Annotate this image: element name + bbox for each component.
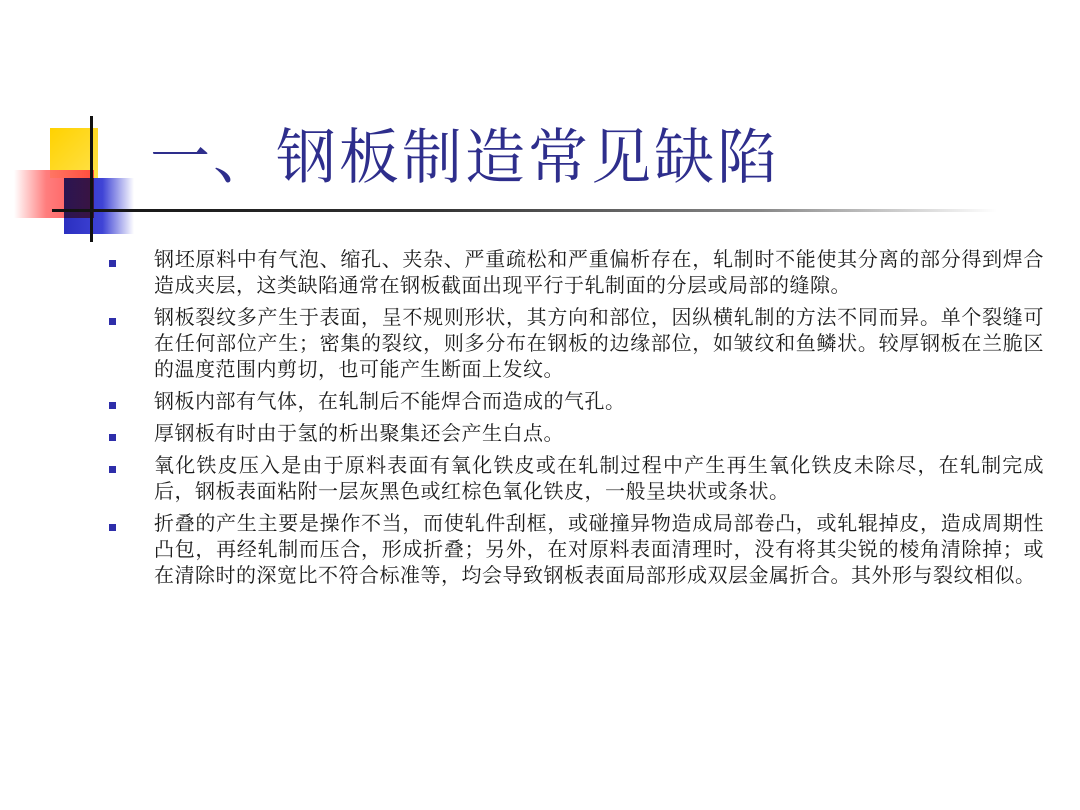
bullet-text: 氧化铁皮压入是由于原料表面有氧化铁皮或在轧制过程中产生再生氧化铁皮未除尽，在轧制完成后，钢板表面粘附一层灰黑色或红棕色氧化铁皮，一般呈块状或条状。: [154, 453, 1044, 503]
title-underline: [52, 209, 997, 212]
bullet-square-icon: [109, 524, 116, 531]
bullet-text: 厚钢板有时由于氢的析出聚集还会产生白点。: [154, 421, 564, 445]
decor-blue-square: [64, 178, 134, 234]
bullet-item: [106, 304, 1046, 382]
bullet-square-icon: [109, 260, 116, 267]
bullet-square-icon: [109, 466, 116, 473]
bullet-list: [106, 246, 1046, 594]
bullet-square-icon: [109, 434, 116, 441]
bullet-item: [106, 388, 1046, 414]
bullet-text: 钢板内部有气体，在轧制后不能焊合而造成的气孔。: [154, 389, 626, 413]
bullet-text: 钢板裂纹多产生于表面，呈不规则形状，其方向和部位，因纵横轧制的方法不同而异。单个裂缝可在任何部位产生；密集的裂纹，则多分布在钢板的边缘部位，如皱纹和鱼鳞状。较厚钢板在兰脆区的温度范围内剪切，也可能产生断面上发纹。: [154, 305, 1044, 381]
bullet-text: 钢坯原料中有气泡、缩孔、夹杂、严重疏松和严重偏析存在，轧制时不能使其分离的部分得到焊合造成夹层，这类缺陷通常在钢板截面出现平行于轧制面的分层或局部的缝隙。: [154, 247, 1044, 297]
bullet-square-icon: [109, 318, 116, 325]
bullet-item: [106, 510, 1046, 588]
bullet-square-icon: [109, 402, 116, 409]
bullet-item: [106, 452, 1046, 504]
bullet-text: 折叠的产生主要是操作不当，而使轧件刮框，或碰撞异物造成局部卷凸，或轧辊掉皮，造成周期性凸包，再经轧制而压合，形成折叠；另外，在对原料表面清理时，没有将其尖锐的棱角清除掉；或在清除时的深宽比不符合标准等，均会导致钢板表面局部形成双层金属折合。其外形与裂纹相似。: [154, 511, 1044, 587]
decor-vertical-line: [90, 116, 93, 242]
bullet-item: [106, 246, 1046, 298]
slide-title: 一、钢板制造常见缺陷: [150, 123, 780, 193]
bullet-item: [106, 420, 1046, 446]
